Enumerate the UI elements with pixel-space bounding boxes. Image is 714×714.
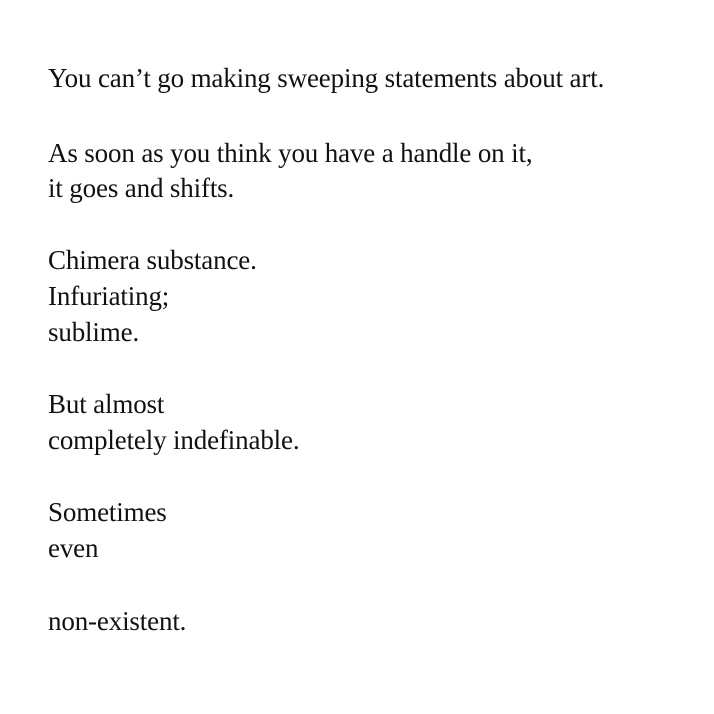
poem-line: You can’t go making sweeping statements about art. bbox=[48, 63, 605, 93]
poem-line: But almost bbox=[48, 389, 165, 419]
poem-line: non-existent. bbox=[48, 606, 187, 636]
poem-line: Chimera substance. bbox=[48, 245, 257, 275]
poem-line: it goes and shifts. bbox=[48, 173, 235, 203]
poem-line: Sometimes bbox=[48, 497, 167, 527]
poem-line: even bbox=[48, 533, 99, 563]
poem-line: As soon as you think you have a handle on it, bbox=[48, 138, 533, 168]
poem-line: sublime. bbox=[48, 317, 140, 347]
poem-line: Infuriating; bbox=[48, 281, 170, 311]
poem-line: completely indefinable. bbox=[48, 425, 300, 455]
